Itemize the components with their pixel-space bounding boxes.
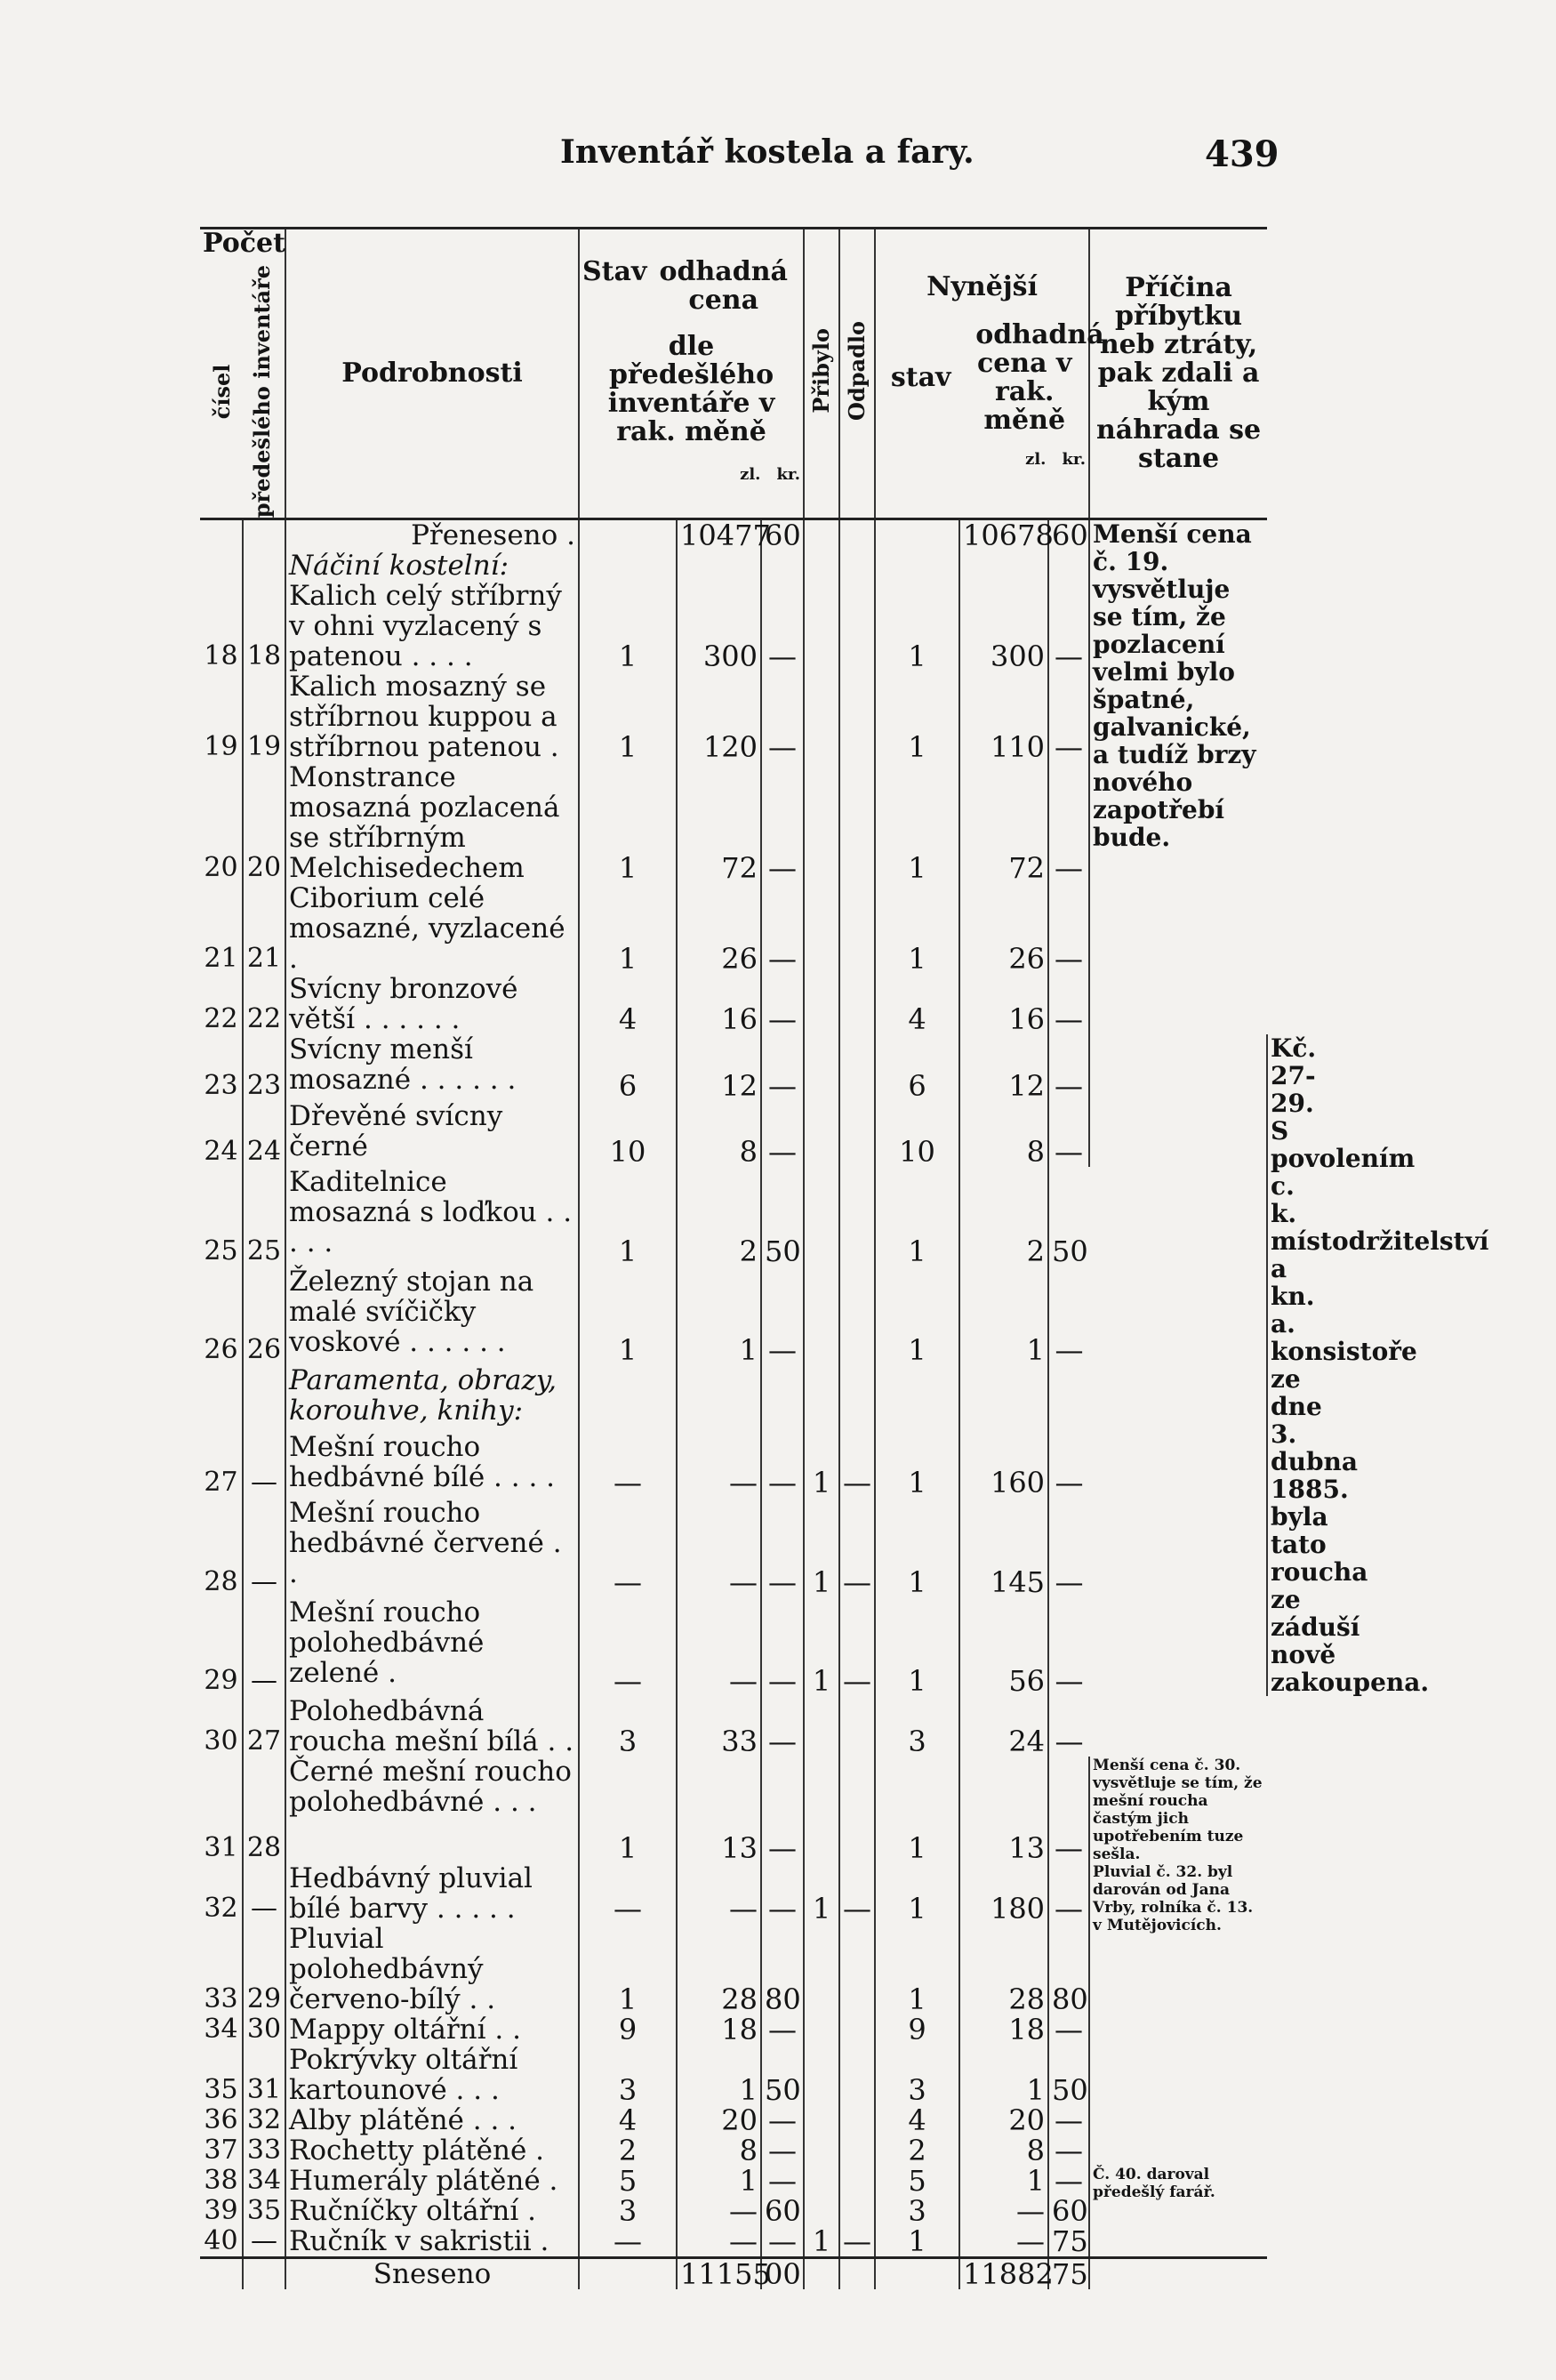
row-nyn-zl: 16 <box>959 974 1048 1034</box>
row-description: Černé mešní roucho polohedbávné . . . <box>285 1757 579 1863</box>
row-nyn-zl: 12 <box>959 1034 1048 1100</box>
row-nyn-stav: 1 <box>875 671 959 762</box>
row-odpadlo <box>839 2014 875 2045</box>
row-number: 37 <box>204 2135 238 2167</box>
row-prev-number: 18 <box>243 581 285 671</box>
row-pribylo: 1 <box>804 1432 839 1498</box>
row-nyn-kr: — <box>1048 1432 1089 1498</box>
row-stav: 1 <box>579 1924 677 2014</box>
row-nyn-zl: 13 <box>959 1757 1048 1863</box>
row-pribylo <box>804 1696 839 1757</box>
row-zl: 1 <box>677 2166 761 2196</box>
note-4: Pluvial č. 32. byl darován od Jana Vrby, rolníka č. 13. v Mutějovicích. <box>1089 1863 1267 2166</box>
row-prev-number: 30 <box>243 2014 285 2045</box>
row-zl: 1 <box>677 1266 761 1366</box>
row-number: 22 <box>204 1003 238 1035</box>
row-nyn-zl: 24 <box>959 1696 1048 1757</box>
row-stav: 1 <box>579 671 677 762</box>
running-title: Inventář kostela a fary. <box>560 133 975 171</box>
row-kr: — <box>761 1597 804 1697</box>
row-stav: 9 <box>579 2014 677 2045</box>
row-nyn-stav: 2 <box>875 2135 959 2166</box>
row-pribylo <box>804 883 839 974</box>
row-nyn-zl: 1 <box>959 1266 1048 1366</box>
row-nyn-kr: — <box>1048 2105 1089 2135</box>
note-3: Menší cena č. 30. vysvětluje se tím, že mešní roucha častým jich upotřebením tuze sešla. <box>1089 1757 1267 1863</box>
row-description: Pokrývky oltářní kartounové . . . <box>285 2045 579 2105</box>
row-prev-number: 22 <box>243 974 285 1034</box>
row-nyn-zl: 8 <box>959 2135 1048 2166</box>
row-kr: — <box>761 2135 804 2166</box>
row-kr: 80 <box>761 1924 804 2014</box>
row-kr: — <box>761 1034 804 1100</box>
header-cisel: čísel <box>209 364 236 419</box>
row-kr: — <box>761 883 804 974</box>
row-nyn-kr: — <box>1048 1863 1089 1924</box>
row-zl: 20 <box>677 2105 761 2135</box>
row-odpadlo <box>839 1101 875 1167</box>
row-stav: 1 <box>579 762 677 883</box>
row-nyn-stav: 3 <box>875 2045 959 2105</box>
section-paramenta-row <box>200 1365 1267 1431</box>
row-kr: — <box>761 671 804 762</box>
row-number: 32 <box>204 1893 238 1925</box>
row-description: Dřevěné svícny černé <box>285 1101 579 1167</box>
table-row <box>200 1597 1267 1697</box>
row-zl: 300 <box>677 581 761 671</box>
row-kr: 60 <box>761 2196 804 2226</box>
row-nyn-stav: 1 <box>875 883 959 974</box>
row-description: Rochetty plátěné . <box>285 2135 579 2166</box>
row-odpadlo <box>839 2166 875 2196</box>
row-nyn-kr: 80 <box>1048 1924 1089 2014</box>
row-nyn-stav: 1 <box>875 1498 959 1597</box>
row-nyn-kr: 60 <box>1048 2196 1089 2226</box>
row-zl: — <box>677 1498 761 1597</box>
row-nyn-kr: 50 <box>1048 2045 1089 2105</box>
totals-row <box>200 2258 1267 2290</box>
row-stav: 4 <box>579 974 677 1034</box>
row-nyn-stav: 4 <box>875 974 959 1034</box>
row-zl: 12 <box>677 1034 761 1100</box>
row-odpadlo <box>839 2045 875 2105</box>
row-odpadlo <box>839 2105 875 2135</box>
row-nyn-zl: 8 <box>959 1101 1048 1167</box>
header-odpadlo: Odpadlo <box>839 229 875 519</box>
row-pribylo <box>804 1034 839 1100</box>
row-zl: — <box>677 1432 761 1498</box>
row-description: Humerály plátěné . <box>285 2166 579 2196</box>
row-kr: — <box>761 2226 804 2258</box>
row-nyn-kr: — <box>1048 2135 1089 2166</box>
section-paramenta: Paramenta, obrazy, korouhve, knihy: <box>285 1365 579 1431</box>
row-kr: — <box>761 974 804 1034</box>
note-5: Č. 40. daroval předešlý farář. <box>1089 2166 1267 2258</box>
row-pribylo <box>804 2196 839 2226</box>
row-zl: 72 <box>677 762 761 883</box>
row-prev-number: — <box>243 1863 285 1924</box>
row-nyn-zl: 28 <box>959 1924 1048 2014</box>
row-kr: — <box>761 1432 804 1498</box>
row-stav: — <box>579 1863 677 1924</box>
row-pribylo <box>804 1266 839 1366</box>
row-kr: — <box>761 1101 804 1167</box>
row-prev-number: 33 <box>243 2135 285 2166</box>
row-prev-number: — <box>243 1597 285 1697</box>
header-pocet: Počet čísel předešlého inventáře <box>200 229 285 519</box>
page-header <box>0 133 1556 187</box>
row-nyn-stav: 6 <box>875 1034 959 1100</box>
row-stav: 1 <box>579 1757 677 1863</box>
row-pribylo <box>804 2045 839 2105</box>
row-description: Ručníčky oltářní . <box>285 2196 579 2226</box>
row-nyn-stav: 1 <box>875 581 959 671</box>
row-nyn-stav: 1 <box>875 2226 959 2258</box>
row-kr: — <box>761 2014 804 2045</box>
row-number: 34 <box>204 2014 238 2046</box>
row-stav: — <box>579 1498 677 1597</box>
row-zl: — <box>677 1597 761 1697</box>
note-1: Menší cena č. 19. vysvětluje se tím, že pozlacení velmi bylo špatné, galvanické, a tudíž brzy nového zapotřebí bude. <box>1089 519 1267 1167</box>
row-zl: — <box>677 2196 761 2226</box>
header-pricina: Příčina příbytku neb ztráty, pak zdali a kým náhrada se stane <box>1089 229 1267 519</box>
row-kr: — <box>761 581 804 671</box>
inventory-table <box>200 227 1489 2292</box>
row-number: 21 <box>204 943 238 975</box>
row-odpadlo <box>839 883 875 974</box>
row-stav: 1 <box>579 1266 677 1366</box>
row-odpadlo <box>839 2135 875 2166</box>
row-pribylo: 1 <box>804 1863 839 1924</box>
row-description: Mešní roucho hedbávné červené . . <box>285 1498 579 1597</box>
row-zl: 28 <box>677 1924 761 2014</box>
row-number: 33 <box>204 1983 238 2015</box>
row-number: 39 <box>204 2195 238 2227</box>
row-prev-number: 25 <box>243 1167 285 1266</box>
row-nyn-zl: 72 <box>959 762 1048 883</box>
row-stav: 4 <box>579 2105 677 2135</box>
row-number: 31 <box>204 1832 238 1864</box>
row-pribylo <box>804 1757 839 1863</box>
row-prev-number: 21 <box>243 883 285 974</box>
carried-row: Přeneseno . 10477 60 10678 60 Menší cena č. 19. vysvětluje se tím, že pozlacení velmi bylo špatné, galvanické, a tudíž brzy nového zapotřebí bude. <box>200 519 1267 551</box>
row-nyn-stav: 3 <box>875 1696 959 1757</box>
row-prev-number: — <box>243 2226 285 2258</box>
row-stav: 3 <box>579 1696 677 1757</box>
row-number: 26 <box>204 1334 238 1366</box>
row-nyn-kr: — <box>1048 1034 1089 1100</box>
row-nyn-kr: — <box>1048 1597 1089 1697</box>
row-stav: 5 <box>579 2166 677 2196</box>
row-description: Monstrance mosazná pozlacená se stříbrným Melchisedechem <box>285 762 579 883</box>
table-row <box>200 1863 1267 1924</box>
row-number: 20 <box>204 852 238 884</box>
row-odpadlo <box>839 1034 875 1100</box>
row-pribylo <box>804 2166 839 2196</box>
row-odpadlo <box>839 1266 875 1366</box>
row-prev-number: 20 <box>243 762 285 883</box>
row-nyn-stav: 1 <box>875 1863 959 1924</box>
row-nyn-zl: 2 <box>959 1167 1048 1266</box>
row-zl: — <box>677 1863 761 1924</box>
row-prev-number: 23 <box>243 1034 285 1100</box>
row-nyn-zl: 1 <box>959 2045 1048 2105</box>
table-row <box>200 1757 1267 1863</box>
row-stav: 6 <box>579 1034 677 1100</box>
row-stav: 3 <box>579 2045 677 2105</box>
row-nyn-kr: 75 <box>1048 2226 1089 2258</box>
row-kr: 50 <box>761 1167 804 1266</box>
row-nyn-zl: 20 <box>959 2105 1048 2135</box>
row-odpadlo <box>839 1924 875 2014</box>
table-row: 23 23 Svícny menší mosazné . . . . . . 6 12 — 6 12 — Kč. 27-29. S povolením c. k. místodržitelství a kn. a. konsistoře ze dne 3. dubna 1885. byla tato roucha ze záduší nově zakoupena. <box>200 1034 1267 1100</box>
row-nyn-kr: — <box>1048 974 1089 1034</box>
row-nyn-zl: 300 <box>959 581 1048 671</box>
row-nyn-stav: 9 <box>875 2014 959 2045</box>
row-nyn-kr: 50 <box>1048 1167 1089 1266</box>
row-stav: — <box>579 1597 677 1697</box>
row-nyn-kr: — <box>1048 1757 1089 1863</box>
row-stav: 3 <box>579 2196 677 2226</box>
row-number: 18 <box>204 640 238 672</box>
row-kr: — <box>761 1498 804 1597</box>
row-kr: — <box>761 2105 804 2135</box>
row-description: Mešní roucho polohedbávné zelené . <box>285 1597 579 1697</box>
row-number: 38 <box>204 2165 238 2197</box>
row-nyn-kr: — <box>1048 581 1089 671</box>
row-nyn-stav: 10 <box>875 1101 959 1167</box>
row-nyn-zl: — <box>959 2226 1048 2258</box>
row-number: 36 <box>204 2104 238 2136</box>
header-nynejsi: Nynější stav odhadná cena v rak. měně zl. kr. <box>875 229 1089 519</box>
row-odpadlo <box>839 1696 875 1757</box>
row-nyn-zl: 180 <box>959 1863 1048 1924</box>
row-prev-number: 19 <box>243 671 285 762</box>
row-kr: — <box>761 1757 804 1863</box>
totals-label: Sneseno <box>285 2258 579 2290</box>
row-nyn-stav: 1 <box>875 1757 959 1863</box>
row-nyn-kr: — <box>1048 671 1089 762</box>
row-description: Polohedbávná roucha mešní bílá . . <box>285 1696 579 1757</box>
row-number: 25 <box>204 1234 238 1266</box>
row-description: Mešní roucho hedbávné bílé . . . . <box>285 1432 579 1498</box>
row-nyn-stav: 1 <box>875 762 959 883</box>
row-description: Kalich mosazný se stříbrnou kuppou a stříbrnou patenou . <box>285 671 579 762</box>
row-number: 23 <box>204 1069 238 1101</box>
row-kr: — <box>761 2166 804 2196</box>
row-pribylo <box>804 2135 839 2166</box>
row-nyn-zl: 160 <box>959 1432 1048 1498</box>
row-prev-number: 34 <box>243 2166 285 2196</box>
row-kr: — <box>761 1266 804 1366</box>
row-prev-number: 31 <box>243 2045 285 2105</box>
row-odpadlo <box>839 974 875 1034</box>
row-number: 30 <box>204 1725 238 1757</box>
row-description: Kalich celý stříbrný v ohni vyzlacený s patenou . . . . <box>285 581 579 671</box>
totals-now-zl: 11882 <box>959 2258 1048 2290</box>
row-prev-number: 24 <box>243 1101 285 1167</box>
row-kr: — <box>761 1696 804 1757</box>
table-row <box>200 1498 1267 1597</box>
row-number: 27 <box>204 1467 238 1498</box>
table-row <box>200 2166 1267 2196</box>
row-prev-number: 29 <box>243 1924 285 2014</box>
row-nyn-zl: 56 <box>959 1597 1048 1697</box>
row-description: Svícny bronzové větší . . . . . . <box>285 974 579 1034</box>
row-odpadlo <box>839 762 875 883</box>
row-nyn-kr: — <box>1048 1266 1089 1366</box>
row-zl: 26 <box>677 883 761 974</box>
row-nyn-kr: — <box>1048 2014 1089 2045</box>
row-odpadlo: — <box>839 1432 875 1498</box>
row-description: Ciborium celé mosazné, vyzlacené . <box>285 883 579 974</box>
row-pribylo: 1 <box>804 1498 839 1597</box>
row-pribylo <box>804 1924 839 2014</box>
row-number: 35 <box>204 2074 238 2106</box>
table-header-row <box>200 229 1267 519</box>
row-pribylo <box>804 581 839 671</box>
row-nyn-kr: — <box>1048 1101 1089 1167</box>
row-zl: 18 <box>677 2014 761 2045</box>
row-pribylo: 1 <box>804 1597 839 1697</box>
section-nacini: Náčiní kostelní: <box>285 551 579 581</box>
row-odpadlo <box>839 2196 875 2226</box>
row-nyn-zl: 110 <box>959 671 1048 762</box>
row-pribylo <box>804 974 839 1034</box>
row-description: Alby plátěné . . . <box>285 2105 579 2135</box>
row-pribylo <box>804 1101 839 1167</box>
row-prev-number: — <box>243 1432 285 1498</box>
row-prev-number: 28 <box>243 1757 285 1863</box>
row-number: 19 <box>204 731 238 763</box>
row-odpadlo <box>839 581 875 671</box>
row-nyn-kr: — <box>1048 883 1089 974</box>
row-kr: 50 <box>761 2045 804 2105</box>
row-nyn-zl: — <box>959 2196 1048 2226</box>
row-kr: — <box>761 1863 804 1924</box>
row-description: Svícny menší mosazné . . . . . . <box>285 1034 579 1100</box>
row-stav: 2 <box>579 2135 677 2166</box>
row-prev-number: — <box>243 1498 285 1597</box>
row-description: Železný stojan na malé svíčičky voskové . . . . . . <box>285 1266 579 1366</box>
row-nyn-kr: — <box>1048 1498 1089 1597</box>
row-nyn-stav: 5 <box>875 2166 959 2196</box>
row-nyn-stav: 1 <box>875 1432 959 1498</box>
row-nyn-zl: 145 <box>959 1498 1048 1597</box>
row-pribylo: 1 <box>804 2226 839 2258</box>
row-nyn-stav: 3 <box>875 2196 959 2226</box>
row-stav: — <box>579 2226 677 2258</box>
row-stav: 1 <box>579 883 677 974</box>
row-description: Kaditelnice mosazná s loďkou . . . . . <box>285 1167 579 1266</box>
row-nyn-stav: 4 <box>875 2105 959 2135</box>
row-odpadlo <box>839 1757 875 1863</box>
row-nyn-zl: 18 <box>959 2014 1048 2045</box>
row-number: 29 <box>204 1665 238 1697</box>
row-description: Pluvial polohedbávný červeno-bílý . . <box>285 1924 579 2014</box>
table-row <box>200 1432 1267 1498</box>
row-zl: — <box>677 2226 761 2258</box>
row-prev-number: 26 <box>243 1266 285 1366</box>
row-odpadlo: — <box>839 2226 875 2258</box>
table-row <box>200 1167 1267 1266</box>
row-pribylo <box>804 2014 839 2045</box>
row-kr: — <box>761 762 804 883</box>
header-pribylo: Přibylo <box>804 229 839 519</box>
totals-now-kr: 75 <box>1048 2258 1089 2290</box>
row-stav: 1 <box>579 1167 677 1266</box>
row-nyn-kr: — <box>1048 1696 1089 1757</box>
row-nyn-stav: 1 <box>875 1597 959 1697</box>
row-zl: 13 <box>677 1757 761 1863</box>
row-number: 28 <box>204 1565 238 1597</box>
row-number: 40 <box>204 2225 238 2257</box>
row-nyn-zl: 1 <box>959 2166 1048 2196</box>
row-zl: 1 <box>677 2045 761 2105</box>
row-stav: — <box>579 1432 677 1498</box>
totals-prev-kr: 00 <box>761 2258 804 2290</box>
row-description: Mappy oltářní . . <box>285 2014 579 2045</box>
totals-prev-zl: 11155 <box>677 2258 761 2290</box>
row-description: Ručník v sakristii . <box>285 2226 579 2258</box>
header-podrobnosti: Podrobnosti <box>285 229 579 519</box>
row-stav: 10 <box>579 1101 677 1167</box>
row-pribylo <box>804 1167 839 1266</box>
row-nyn-stav: 1 <box>875 1266 959 1366</box>
row-odpadlo <box>839 671 875 762</box>
row-odpadlo <box>839 1167 875 1266</box>
header-predesly: Stav odhadná cena dle předešlého inventáře v rak. měně zl. kr. <box>579 229 804 519</box>
row-prev-number: 27 <box>243 1696 285 1757</box>
table-row <box>200 1266 1267 1366</box>
row-prev-number: 35 <box>243 2196 285 2226</box>
row-nyn-stav: 1 <box>875 1167 959 1266</box>
row-nyn-stav: 1 <box>875 1924 959 2014</box>
row-nyn-kr: — <box>1048 762 1089 883</box>
row-zl: 16 <box>677 974 761 1034</box>
row-pribylo <box>804 2105 839 2135</box>
row-nyn-kr: — <box>1048 2166 1089 2196</box>
table-row <box>200 1696 1267 1757</box>
row-zl: 120 <box>677 671 761 762</box>
header-predesleho: předešlého inventáře <box>248 265 275 519</box>
row-prev-number: 32 <box>243 2105 285 2135</box>
row-zl: 8 <box>677 1101 761 1167</box>
row-zl: 2 <box>677 1167 761 1266</box>
row-number: 24 <box>204 1136 238 1168</box>
row-zl: 8 <box>677 2135 761 2166</box>
row-stav: 1 <box>579 581 677 671</box>
row-pribylo <box>804 671 839 762</box>
row-odpadlo: — <box>839 1863 875 1924</box>
row-zl: 33 <box>677 1696 761 1757</box>
row-odpadlo: — <box>839 1597 875 1697</box>
page-number: 439 <box>1205 133 1279 175</box>
row-odpadlo: — <box>839 1498 875 1597</box>
row-pribylo <box>804 762 839 883</box>
row-description: Hedbávný pluvial bílé barvy . . . . . <box>285 1863 579 1924</box>
row-nyn-zl: 26 <box>959 883 1048 974</box>
